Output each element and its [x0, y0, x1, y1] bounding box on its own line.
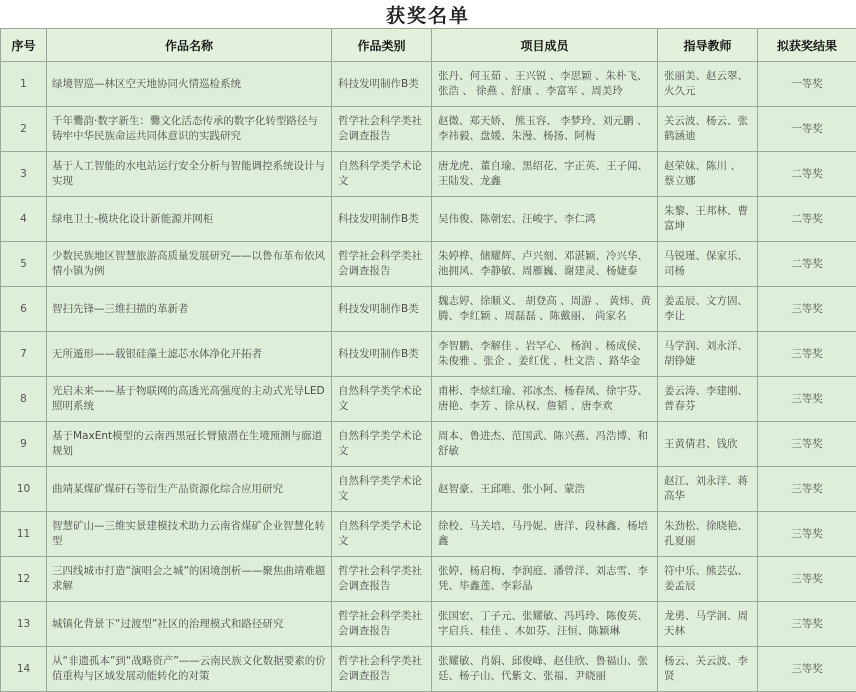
- cell-members: 张耀敏、肖娟、邱俊峰、赵佳欣、鲁福山、张廷、杨子山、代紫文、张福、尹晓丽: [432, 647, 658, 692]
- cell-teacher: 符中乐、熊芸弘、姜孟辰: [658, 557, 758, 602]
- cell-result: 三等奖: [758, 422, 856, 467]
- cell-category: 科技发明制作B类: [332, 62, 432, 107]
- cell-name: 绿境智巡—林区空天地协同火情巡检系统: [47, 62, 332, 107]
- cell-name: 千年爨韵·数字新生：爨文化活态传承的数字化转型路径与铸牢中华民族命运共同体意识的实践研究: [47, 107, 332, 152]
- table-row: [1, 602, 856, 647]
- cell-result: 三等奖: [758, 647, 856, 692]
- header-teacher: 指导教师: [658, 29, 758, 62]
- cell-result: 一等奖: [758, 62, 856, 107]
- cell-result: 一等奖: [758, 107, 856, 152]
- cell-no: 13: [1, 602, 47, 647]
- cell-members: 周本、鲁进杰、范国武、陈兴燕、冯浩博、和舒敏: [432, 422, 658, 467]
- cell-result: 三等奖: [758, 377, 856, 422]
- cell-category: 哲学社会科学类社会调查报告: [332, 557, 432, 602]
- cell-name: 曲靖某煤矿煤矸石等衍生产品资源化综合应用研究: [47, 467, 332, 512]
- cell-teacher: 张丽美、赵云翠、火久元: [658, 62, 758, 107]
- cell-no: 8: [1, 377, 47, 422]
- cell-no: 6: [1, 287, 47, 332]
- cell-name: 智扫先锋—三维扫描的革新者: [47, 287, 332, 332]
- cell-name: 三四线城市打造“演唱会之城”的困境剖析——聚焦曲靖难题求解: [47, 557, 332, 602]
- cell-result: 三等奖: [758, 467, 856, 512]
- cell-members: 李智鹏、李解佳 、岩罕心、 杨润 、杨成侯、朱俊雅 、张企 、姜红优 、杜文浩 、路华金: [432, 332, 658, 377]
- cell-category: 自然科学类学术论文: [332, 152, 432, 197]
- cell-members: 张婷、杨启梅、李润庭、潘曾洋、刘志雪、李凭、毕鑫莲、李彩晶: [432, 557, 658, 602]
- cell-members: 赵智豪、王邱唯、张小阿、蒙浩: [432, 467, 658, 512]
- cell-category: 自然科学类学术论文: [332, 512, 432, 557]
- title-bar: [0, 0, 856, 28]
- cell-teacher: 关云波、杨云、张鹤涵迪: [658, 107, 758, 152]
- cell-teacher: 朱黎、王邦林、曹富坤: [658, 197, 758, 242]
- cell-no: 3: [1, 152, 47, 197]
- cell-result: 三等奖: [758, 602, 856, 647]
- cell-teacher: 朱劲松、徐晓艳、孔夏丽: [658, 512, 758, 557]
- cell-no: 7: [1, 332, 47, 377]
- cell-name: 城镇化背景下“过渡型”社区的治理模式和路径研究: [47, 602, 332, 647]
- table-row: [1, 512, 856, 557]
- table-row: [1, 242, 856, 287]
- cell-category: 哲学社会科学类社会调查报告: [332, 647, 432, 692]
- table-row: [1, 62, 856, 107]
- header-name: 作品名称: [47, 29, 332, 62]
- cell-members: 甫彬、李炫红瑜、祁冰杰、杨春凤、徐宇芬、唐艳、李芳 、徐从权、詹韬 、唐李欢: [432, 377, 658, 422]
- cell-name: 光启未来——基于物联网的高透光高强度的主动式光导LED照明系统: [47, 377, 332, 422]
- cell-members: 魏志婷、徐顺义、 胡登高 、周游 、 黄炜、黄腾、李红颖 、周磊磊 、陈戴丽、 尚家名: [432, 287, 658, 332]
- cell-teacher: 马锐瑾、保家乐、司杨: [658, 242, 758, 287]
- cell-no: 9: [1, 422, 47, 467]
- table-row: [1, 197, 856, 242]
- cell-category: 自然科学类学术论文: [332, 467, 432, 512]
- cell-result: 二等奖: [758, 197, 856, 242]
- cell-no: 1: [1, 62, 47, 107]
- cell-members: 张丹、何玉茹 、王兴锐 、李思颖 、朱朴飞、张浩 、 徐燕 、舒康 、李富军 、周美玲: [432, 62, 658, 107]
- cell-no: 12: [1, 557, 47, 602]
- cell-category: 哲学社会科学类社会调查报告: [332, 242, 432, 287]
- cell-result: 二等奖: [758, 242, 856, 287]
- cell-name: 绿电卫士-模块化设计新能源并网柜: [47, 197, 332, 242]
- cell-members: 张国宏、丁子元、张耀敏、冯玛玲、陈俊英、字启兵、桂佳 、木如芬、汪恒、陈颖琳: [432, 602, 658, 647]
- cell-teacher: 马学润、刘永洋、胡铮婕: [658, 332, 758, 377]
- table-row: [1, 467, 856, 512]
- cell-name: 无所遁形——载银硅藻土滤芯水体净化开拓者: [47, 332, 332, 377]
- cell-teacher: 姜孟辰、文方固、李让: [658, 287, 758, 332]
- award-table: [0, 28, 856, 692]
- cell-teacher: 杨云、关云波、李贤: [658, 647, 758, 692]
- cell-result: 三等奖: [758, 332, 856, 377]
- cell-teacher: 赵荣妹、陈川 、 蔡立娜: [658, 152, 758, 197]
- table-row: [1, 377, 856, 422]
- table-header-row: [1, 29, 856, 62]
- cell-category: 哲学社会科学类社会调查报告: [332, 602, 432, 647]
- cell-members: 朱婷桦、储耀辉、卢兴刻、邓湛颖、冷兴华、池拥风、李静敏、周雁巍、谢建灵、杨婕泰: [432, 242, 658, 287]
- cell-no: 4: [1, 197, 47, 242]
- cell-result: 三等奖: [758, 557, 856, 602]
- cell-no: 10: [1, 467, 47, 512]
- cell-category: 科技发明制作B类: [332, 287, 432, 332]
- cell-no: 14: [1, 647, 47, 692]
- header-category: 作品类别: [332, 29, 432, 62]
- table-row: [1, 287, 856, 332]
- cell-no: 2: [1, 107, 47, 152]
- table-row: [1, 422, 856, 467]
- cell-no: 5: [1, 242, 47, 287]
- header-members: 项目成员: [432, 29, 658, 62]
- cell-result: 二等奖: [758, 152, 856, 197]
- cell-members: 唐龙虎、董自瑜、黑绍花、字正英、王子闻、王陆发、龙鑫: [432, 152, 658, 197]
- cell-result: 三等奖: [758, 512, 856, 557]
- cell-members: 赵微、郑天娇、 熊玉容、 李梦玲、刘元鹏 、李祎毅、盘媛、朱漫、杨扬、阿梅: [432, 107, 658, 152]
- cell-name: 基于人工智能的水电站运行安全分析与智能调控系统设计与实现: [47, 152, 332, 197]
- cell-members: 吴伟俊、陈朝宏、汪峻宇、李仁鸿: [432, 197, 658, 242]
- page-title: 获奖名单: [386, 1, 470, 28]
- table-row: [1, 152, 856, 197]
- cell-members: 徐校、马关培、马丹妮、唐洋、段林鑫、杨培鑫: [432, 512, 658, 557]
- cell-name: 智慧矿山—三维实景建模技术助力云南省煤矿企业智慧化转型: [47, 512, 332, 557]
- header-no: 序号: [1, 29, 47, 62]
- cell-teacher: 王黄倩君、钱欣: [658, 422, 758, 467]
- table-row: [1, 647, 856, 692]
- cell-category: 科技发明制作B类: [332, 332, 432, 377]
- table-row: [1, 107, 856, 152]
- table-row: [1, 332, 856, 377]
- table-row: [1, 557, 856, 602]
- cell-category: 自然科学类学术论文: [332, 377, 432, 422]
- cell-name: 少数民族地区智慧旅游高质量发展研究——以鲁布革布依风情小镇为例: [47, 242, 332, 287]
- cell-name: 基于MaxEnt模型的云南西黑冠长臂猿潜在生境预测与廊道规划: [47, 422, 332, 467]
- cell-result: 三等奖: [758, 287, 856, 332]
- header-result: 拟获奖结果: [758, 29, 856, 62]
- cell-category: 哲学社会科学类社会调查报告: [332, 107, 432, 152]
- cell-name: 从“非遗孤本”到“战略资产”——云南民族文化数据要素的价值重构与区域发展动能转化的对策: [47, 647, 332, 692]
- cell-teacher: 姜云涛、李建刚、普春芬: [658, 377, 758, 422]
- cell-category: 自然科学类学术论文: [332, 422, 432, 467]
- cell-no: 11: [1, 512, 47, 557]
- cell-category: 科技发明制作B类: [332, 197, 432, 242]
- cell-teacher: 龙勇、马学润、周天林: [658, 602, 758, 647]
- cell-teacher: 赵江、刘永洋、蒋高华: [658, 467, 758, 512]
